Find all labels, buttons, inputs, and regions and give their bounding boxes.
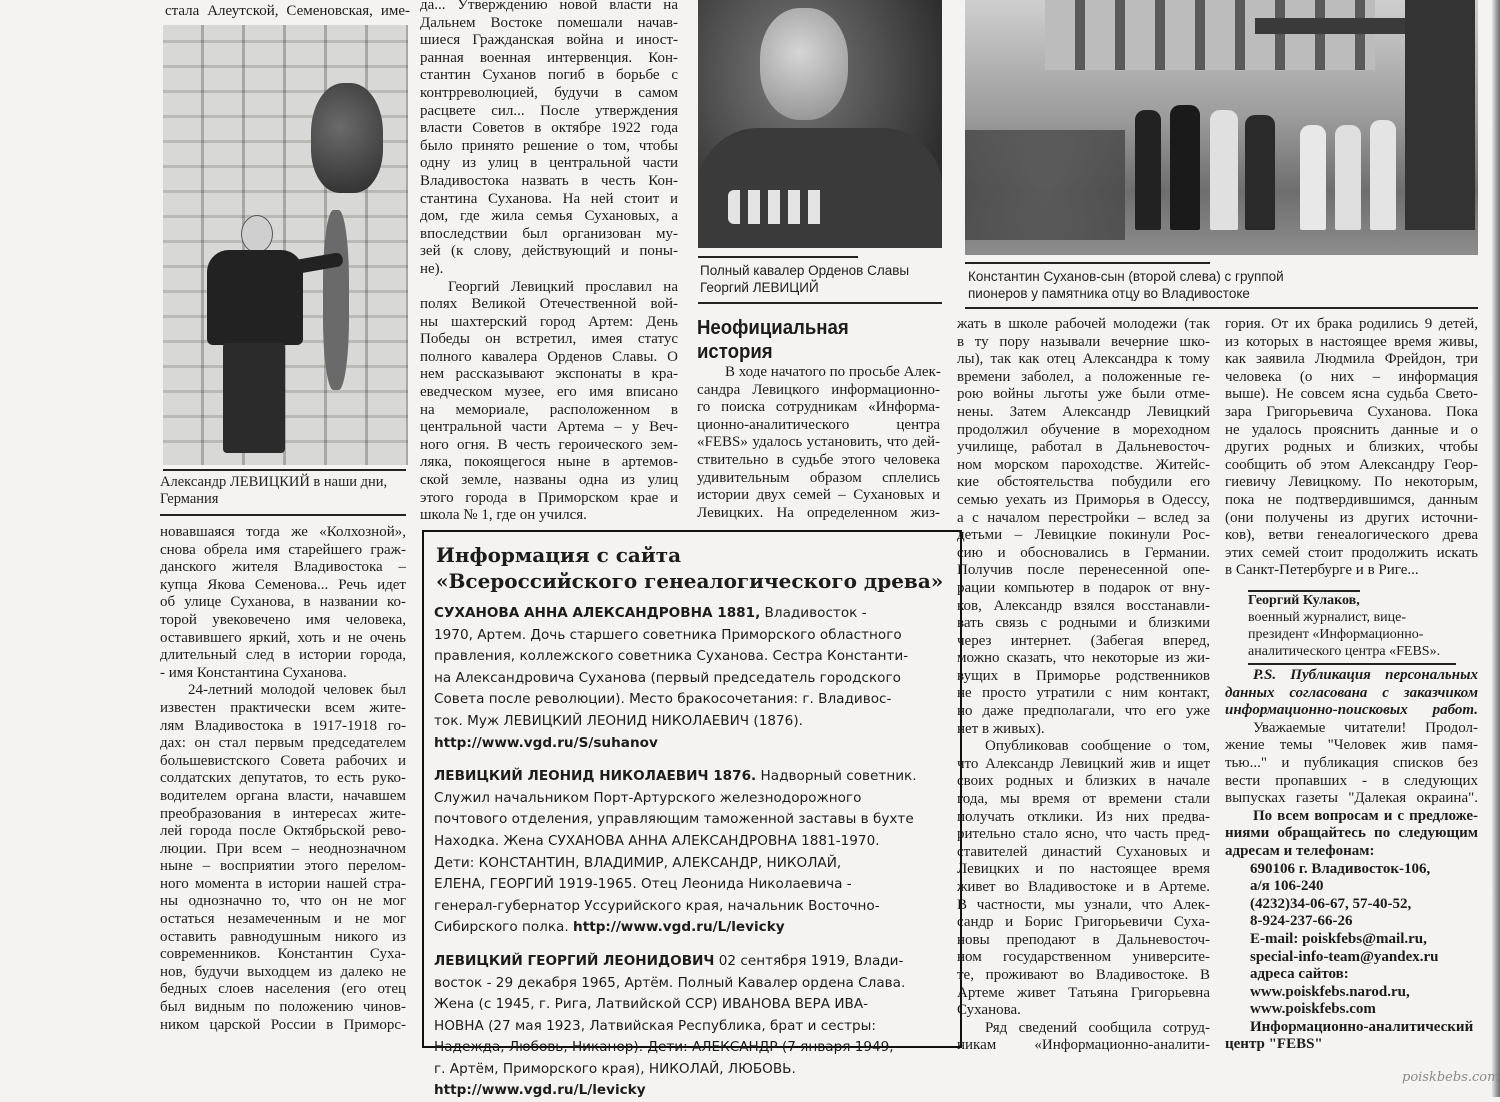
entry-text: почтового отделения, управляющим таможенной заставы в бухте: [434, 811, 914, 828]
text-line: солдатских депутатов, то есть руко-: [160, 770, 406, 787]
contact-sites-label: адреса сайтов:: [1250, 966, 1349, 983]
entry-text: 02 сентября 1919, Влади-: [714, 952, 904, 969]
entry-text: Дети: КОНСТАНТИН, ВЛАДИМИР, АЛЕКСАНДР, НИКОЛАЙ,: [434, 854, 842, 871]
text-line: рации компьютер в подарок от вну-: [957, 579, 1210, 596]
readers-line: вести пропавших - в следующих: [1225, 772, 1478, 789]
text-line: Георгий Левицкий прославил на: [448, 278, 678, 295]
entry-text: Совета после революции). Место бракосочетания: г. Владивос-: [434, 691, 892, 708]
text-line: времени заболел, а положенные ге-: [957, 368, 1210, 385]
text-line: рительно стало ясно, что часть пред-: [957, 826, 1210, 843]
text-line: в ту пору называли вечерние шко-: [957, 333, 1210, 350]
text-line: ранная военная интервенция. Кон-: [420, 49, 678, 66]
caption-line: пионеров у памятника отцу во Владивостоке: [968, 286, 1250, 301]
text-line: не).: [420, 260, 444, 277]
text-line: ков), ветви генеалогического древа: [1225, 527, 1478, 544]
signature-rule: [1248, 663, 1456, 665]
text-line: Опубликовав сообщение о том,: [985, 738, 1210, 755]
readers-line: тью..." и публикация списков без: [1225, 754, 1478, 771]
text-line: ны шахтерский город Артем: День: [420, 313, 678, 330]
text-line: а с началом перестройки – вслед за: [957, 509, 1210, 526]
text-line: Дальнем Востоке помешали начав-: [420, 14, 678, 31]
caption-line: Георгий ЛЕВИЦИЙ: [700, 280, 819, 295]
entry-line: [434, 874, 949, 896]
contact-intro-line: По всем вопросам и с предложе-: [1253, 807, 1478, 824]
text-line: нет в живых).: [957, 720, 1045, 737]
text-line: длительный след в истории города,: [160, 647, 406, 664]
photo1-caption: [160, 474, 408, 508]
text-line: оставившего яркий, хоть и не очень: [160, 629, 406, 646]
contact-website[interactable]: www.poiskfebs.com: [1250, 1001, 1376, 1018]
postscript-block: [1225, 667, 1478, 1054]
headline-line: история: [697, 341, 773, 363]
entry-text: г. Артём, Приморского края), НИКОЛАЙ, ЛЮБОВЬ.: [434, 1060, 796, 1077]
text-line: об улице Суханова, в названии ко-: [160, 594, 406, 611]
info-box-title-line: Информация с сайта: [436, 543, 682, 567]
text-line: ном государственном университе-: [957, 949, 1210, 966]
soldier-face: [760, 8, 848, 120]
text-line: В ходе начатого по просьбе Алек-: [725, 364, 941, 380]
entry-text: правления, коллежского советника Суханова. Сестра Константи-: [434, 648, 909, 665]
text-line: гиевичу Левицкому. По некоторым,: [1225, 474, 1478, 491]
man-head: [241, 215, 273, 253]
text-line: ником царской России в Приморс-: [160, 1016, 406, 1033]
entry-line: [434, 646, 949, 668]
readers-line: Уважаемые читатели! Продол-: [1253, 719, 1478, 736]
caption-rule: [698, 256, 858, 258]
entry-line: [434, 766, 949, 788]
text-line: но даже предполагали, что его уже: [957, 703, 1210, 720]
text-line: других родных и близких, чтобы: [1225, 439, 1478, 456]
photo3-caption: [968, 268, 1348, 302]
text-line: «FEBS» удалось установить, что дей-: [697, 434, 940, 451]
person: [1335, 125, 1361, 230]
text-line: ской земле, названы одна из улиц: [420, 472, 678, 489]
person: [1245, 115, 1275, 230]
text-line: Получив после перенесенной опе-: [957, 562, 1210, 579]
column-3-text: [697, 364, 940, 522]
text-line: этих семей стоит продолжить искать: [1225, 544, 1478, 561]
entry-line: [434, 625, 949, 647]
text-line: преобразования в интересах жите-: [160, 805, 406, 822]
text-line: живет во Владивостоке и в Артеме.: [957, 879, 1210, 895]
entry-text: Сибирского полка.: [434, 919, 574, 936]
photo-pioneers-at-monument: [965, 0, 1478, 255]
text-line: сию и обосновались в Германии.: [957, 544, 1210, 561]
text-line: человека (о них – информация: [1225, 368, 1478, 385]
caption-rule: [160, 514, 406, 516]
man-trousers: [223, 343, 285, 453]
caption-line: Германия: [160, 491, 219, 507]
text-line: пока не подтвердившимся, данным: [1225, 491, 1478, 508]
photo-levitsky-at-memorial: [163, 25, 408, 465]
text-line: снова обрела имя старейшего граж-: [160, 541, 406, 558]
text-line: получать отклики. Из них предва-: [957, 808, 1210, 825]
top-continuation-text: [165, 3, 410, 21]
caption-rule: [698, 302, 942, 304]
soldier-uniform: [698, 128, 942, 248]
article-headline: [697, 316, 849, 364]
entry-text: ЕЛЕНА, ГЕОРГИЙ 1919-1965. Отец Леонида Николаевича -: [434, 876, 852, 893]
text-line: большевистского Совета рабочих и: [160, 752, 406, 769]
info-box-title-line: «Всероссийского генеалогического древа»: [436, 569, 944, 593]
entry-line: [434, 1059, 949, 1081]
column-5-text: [1225, 316, 1478, 580]
text-line: Суханова.: [957, 1002, 1021, 1019]
author-signature: [1248, 592, 1440, 660]
entry-text: НОВНА (27 мая 1923, Латвийская Республика, брат и сестры:: [434, 1017, 876, 1034]
caption-line: Александр ЛЕВИЦКИЙ в наши дни,: [160, 474, 388, 490]
person-name: ЛЕВИЦКИЙ ЛЕОНИД НИКОЛАЕВИЧ 1876.: [434, 768, 757, 785]
person: [1370, 120, 1396, 230]
text-line: ного огня. В честь героического зем-: [420, 436, 678, 453]
entry-line: [434, 603, 949, 625]
text-line: да... Утверждению новой власти на: [420, 0, 678, 13]
text-line: Артеме живет Татьяна Григорьевна: [957, 984, 1210, 1001]
text-line: современников. Константин Суха-: [160, 946, 406, 963]
text-line: 24-летний молодой человек был: [188, 682, 406, 699]
person-name: ЛЕВИЦКИЙ ГЕОРГИЙ ЛЕОНИДОВИЧ: [434, 952, 715, 969]
contact-org: центр "FEBS": [1225, 1036, 1323, 1053]
trees: [965, 130, 1125, 240]
entry-text: Служил начальником Порт-Артурского железнодорожного: [434, 789, 862, 806]
caption-rule: [163, 469, 406, 471]
text-line: продолжил обучение в мореходном: [957, 421, 1210, 438]
genealogy-info-box: [422, 530, 962, 1099]
text-line: власти Советов в октябре 1922 года: [420, 120, 678, 137]
text-line: - имя Константина Суханова.: [160, 664, 347, 681]
entry-text: восток - 29 декабря 1965, Артём. Полный Кавалер ордена Слава.: [434, 974, 906, 991]
text-line: Левицких и по настоящее время: [957, 861, 1210, 878]
entry-text: генерал-губернатор Уссурийского края, начальник Восточно-: [434, 897, 880, 914]
text-line: семью уехать из Приморья в Одессу,: [957, 491, 1210, 508]
text-line: новы преподают в Дальневосточ-: [957, 931, 1210, 948]
text-line: полного кавалера Орденов Славы. О: [420, 348, 678, 365]
text-line: этого города в Приморском крае и: [420, 489, 678, 506]
text-line: как заявила Людмила Фрейдон, три: [1225, 351, 1478, 368]
text-line: не просто утратили с ним контакт,: [957, 685, 1210, 702]
text-line: что Александр Левицкий жив и ищет: [957, 755, 1210, 772]
text-line: зара Григорьевича Суханова. Пока: [1225, 403, 1478, 420]
entry-line: [434, 1080, 949, 1102]
text-line: было принято решение о том, чтобы: [420, 137, 678, 154]
text-line: дах: он стал первым председателем: [160, 735, 406, 752]
text-line: рою войны льготы уже были отме-: [957, 386, 1210, 403]
text-line: сандр и Борис Григорьевичи Суха-: [957, 914, 1210, 931]
entry-line: [434, 917, 949, 939]
entry-line: [434, 733, 949, 755]
author-title-line: аналитического центра «FEBS».: [1248, 644, 1441, 659]
person: [1210, 110, 1238, 230]
caption-line: Константин Суханов-сын (второй слева) с группой: [968, 269, 1284, 284]
text-line: гория. От их брака родились 9 детей,: [1225, 316, 1478, 332]
text-line: ного момента в истории нашей стра-: [160, 875, 406, 892]
contact-email[interactable]: E-mail: poiskfebs@mail.ru,: [1250, 930, 1427, 947]
text-line: люции. При всем – неоднозначном: [160, 840, 406, 857]
text-line: дом, где жила семья Сухановых, а: [420, 208, 678, 225]
text-line: те, проживают во Владивостоке. В: [957, 966, 1210, 983]
entry-line: [434, 809, 949, 831]
ps-line: информационно-поисковых работ.: [1225, 702, 1478, 719]
text-line: ны однозначно то, что он не мог: [160, 893, 406, 910]
headline-line: Неофициальная: [697, 317, 849, 339]
text-line: через интернет. (Забегая вперед,: [957, 632, 1210, 649]
text-line: не удалось прояснить данные и о: [1225, 421, 1478, 438]
text-line: данского жителя Владивостока –: [160, 559, 406, 576]
text-line: вать связь с родными и близкими: [957, 615, 1210, 632]
entry-line: [434, 711, 949, 733]
text-line: Левицких. На определенном жиз-: [697, 504, 940, 521]
relief-figure: [323, 210, 349, 390]
text-line: удивительным образом сплелись: [697, 469, 940, 486]
entry-text: Владивосток -: [760, 605, 867, 621]
text-line: Владивостока назвать в честь Кон-: [420, 172, 678, 189]
text-line: новавшаяся тогда же «Колхозной»,: [160, 524, 406, 540]
text-line: одну из улиц в центральной части: [420, 155, 678, 172]
entry-line: [434, 951, 949, 973]
readers-line: выпусках газеты "Далекая окраина".: [1225, 790, 1478, 807]
text-line: сообщить об этом Александру Геор-: [1225, 456, 1478, 473]
entry-text: Надворный советник.: [756, 768, 917, 785]
entry-text: 1970, Артем. Дочь старшего советника Приморского областного: [434, 626, 902, 643]
person-name: СУХАНОВА АННА АЛЕКСАНДРОВНА 1881,: [434, 605, 761, 621]
column-4-text: [957, 316, 1210, 1055]
text-line: Победы он встретил, имея статус: [420, 331, 678, 348]
medals: [728, 190, 828, 224]
text-line: впоследствии был организован му-: [420, 225, 678, 242]
genealogy-entry: [434, 603, 949, 754]
genealogy-entry: [434, 766, 949, 939]
contact-email[interactable]: special-info-team@yandex.ru: [1250, 948, 1439, 965]
entry-text: Жена (с 1945, г. Рига, Латвийской ССР) ИВАНОВА ВЕРА ИВА-: [434, 996, 869, 1013]
text-line: оставить равнодушным никого из: [160, 928, 406, 945]
entry-line: [434, 853, 949, 875]
text-line: зей (к слову, действующий и поны-: [420, 243, 678, 260]
text-line: стантина Суханова. На ней стоит и: [420, 190, 678, 207]
entry-line: [434, 788, 949, 810]
readers-line: жение темы "Человек жив памя-: [1225, 737, 1478, 754]
text-line: стантин Суханов погиб в борьбе с: [420, 67, 678, 84]
contact-website[interactable]: www.poiskfebs.narod.ru,: [1250, 983, 1410, 1000]
text-line: выше). Не совсем ясна судьба Свето-: [1225, 386, 1478, 403]
entry-text: на Александровича Суханова (первый председатель городского: [434, 669, 901, 686]
text-line: лей города после Октябрьской рево-: [160, 823, 406, 840]
caption-rule: [965, 262, 1210, 264]
text-line: детьми – Левицкие покинули Рос-: [957, 527, 1210, 544]
source-link[interactable]: http://www.vgd.ru/L/levicky: [573, 919, 785, 936]
photo-soldier-portrait: [698, 0, 942, 248]
monument: [1405, 0, 1475, 230]
entry-text: Надежда, Любовь, Никанор). Дети: АЛЕКСАНДР (7 января 1949,: [434, 1039, 894, 1056]
entry-line: [434, 973, 949, 995]
contact-intro-line: ниями обращайтесь по следующим: [1225, 825, 1478, 842]
caption-rule: [965, 307, 1478, 309]
text-line: ляка, покоящегося ныне в артемов-: [420, 454, 678, 471]
entry-line: [434, 831, 949, 853]
text-line: ном морском пароходстве. Житейс-: [957, 456, 1210, 473]
watermark: poiskbebs.com: [1402, 1070, 1500, 1085]
text-line: нены. Затем Александр Левицкий: [957, 403, 1210, 420]
text-line: года, мы время от времени стали: [957, 791, 1210, 808]
contact-address: 690106 г. Владивосток-106,: [1250, 860, 1431, 877]
text-line: В частности, мы узнали, что Алек-: [957, 896, 1210, 913]
caption-line: Полный кавалер Орденов Славы: [700, 263, 910, 278]
entry-line: [434, 896, 949, 918]
text-line: ционно-аналитического центра: [697, 416, 940, 433]
info-box-entries: [434, 603, 949, 1102]
source-link[interactable]: http://www.vgd.ru/S/suhanov: [434, 734, 658, 751]
text-line: сандра Левицкого информационно-: [697, 381, 940, 398]
contact-phone: 8-924-237-66-26: [1250, 913, 1353, 930]
scan-edge-shadow: [1492, 0, 1500, 1097]
entry-text: ток. Муж ЛЕВИЦКИЙ ЛЕОНИД НИКОЛАЕВИЧ (1876).: [434, 712, 803, 729]
text-line: на мемориале, расположенном в: [420, 401, 678, 418]
text-line: остаться незамеченным и не мог: [160, 911, 406, 928]
ps-line: данных согласована с заказчиком: [1225, 684, 1478, 701]
text-line: ныне – восприятии этого перелом-: [160, 858, 406, 875]
text-line: известен практически всем жите-: [160, 699, 406, 716]
building: [1045, 0, 1375, 70]
text-line: вущих в Приморье родственников: [957, 667, 1210, 684]
text-line: училище, работал в Дальневосточ-: [957, 439, 1210, 456]
entry-line: [434, 689, 949, 711]
photo2-caption: [700, 262, 940, 296]
text-line: лям Владивостока в 1917-1918 го-: [160, 717, 406, 734]
text-line: контрреволюцией, будучи в самом: [420, 84, 678, 101]
text-line: школа № 1, где он учился.: [420, 507, 587, 524]
text-line: можно сказать, что некоторые из жи-: [957, 650, 1210, 667]
person: [1170, 105, 1200, 230]
text-line: был видным по положению чинов-: [160, 999, 406, 1016]
genealogy-entry: [434, 951, 949, 1102]
author-title-line: военный журналист, вице-: [1248, 610, 1407, 625]
text-line: нем рассказывают экспонаты в кра-: [420, 366, 678, 383]
entry-text: Находка. Жена СУХАНОВА АННА АЛЕКСАНДРОВНА 1881-1970.: [434, 832, 880, 849]
text-line: бедных слоев населения (его отец: [160, 981, 406, 998]
contact-phone: (4232)34-06-67, 57-40-52,: [1250, 895, 1412, 912]
contact-intro-line: адресам и телефонам:: [1225, 842, 1375, 859]
text-line: торой увековечено имя человека,: [160, 611, 406, 628]
person: [1135, 110, 1161, 230]
text-line: из которых в настоящее время живы,: [1225, 333, 1478, 350]
text-line: нов, будучи выходцем из далеко не: [160, 963, 406, 980]
column-2-text: [420, 0, 678, 525]
entry-line: [434, 1037, 949, 1059]
entry-line: [434, 1016, 949, 1038]
author-title-line: президент «Информационно-: [1248, 627, 1424, 642]
text-line: истории двух семей – Сухановых и: [697, 487, 940, 504]
text-line: никам «Информационно-аналити-: [957, 1037, 1210, 1054]
text-line: кие обстоятельства побудили его: [957, 474, 1210, 491]
entry-line: [434, 668, 949, 690]
text-line: еведческом музее, его имя вписано: [420, 384, 678, 401]
contact-po-box: а/я 106-240: [1250, 878, 1324, 895]
text-line: в Санкт-Петербурге и в Риге...: [1225, 562, 1419, 579]
text-line: водителем органа власти, начавшем: [160, 787, 406, 804]
text-line: полях Великой Отечественной вой-: [420, 296, 678, 313]
contact-org: Информационно-аналитический: [1250, 1018, 1474, 1035]
text-line: ков, Александр взялся восстанавли-: [957, 597, 1210, 614]
text-line: ставителей династий Сухановых и: [957, 843, 1210, 860]
bronze-bust: [311, 83, 383, 193]
text-line: Ряд сведений сообщила сотруд-: [985, 1019, 1210, 1036]
entry-line: [434, 994, 949, 1016]
info-box-title: [436, 542, 943, 594]
text-line: го поиска сотрудникам «Информа-: [697, 399, 940, 416]
text-line: шиеся Гражданская война и иност-: [420, 32, 678, 49]
text-line: ствительно в судьбе этого человека: [697, 451, 940, 468]
text-line: центральной части Артема – у Веч-: [420, 419, 678, 436]
text-line: жать в школе рабочей молодежи (так: [957, 316, 1210, 332]
author-name: Георгий Кулаков,: [1248, 593, 1360, 608]
text-line: расцвете сил... После утверждения: [420, 102, 678, 119]
text-line: стала Алеутской, Семеновская, име-: [165, 3, 410, 19]
text-line: своих родных и близких в начале: [957, 773, 1210, 790]
source-link[interactable]: http://www.vgd.ru/L/levicky: [434, 1082, 646, 1099]
building-sign: [1255, 18, 1415, 34]
text-line: купца Якова Семенова... Речь идет: [160, 576, 406, 593]
column-1-text: [160, 524, 406, 1034]
ps-line: P.S. Публикация персональных: [1253, 667, 1478, 683]
text-line: (они получены из других источни-: [1225, 509, 1478, 526]
person: [1300, 125, 1326, 230]
text-line: лы), так как отец Александра к тому: [957, 351, 1210, 368]
